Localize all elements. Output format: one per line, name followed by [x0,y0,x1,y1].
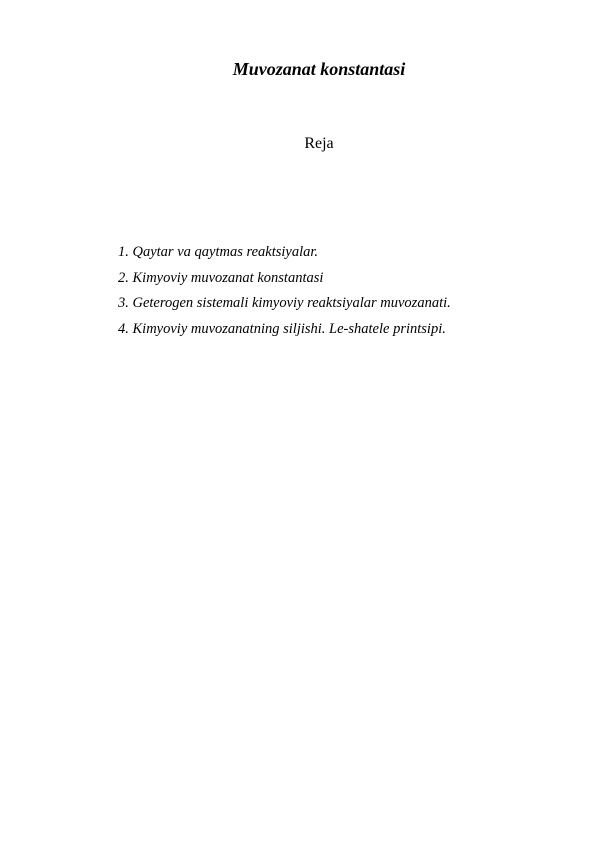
outline-item: 1. Qaytar va qaytmas reaktsiyalar. [118,244,319,260]
outline-item: 2. Kimyoviy muvozanat konstantasi [118,269,324,286]
plan-outline [118,240,451,342]
outline-item: 3. Geterogen sistemali kimyoviy reaktsiyalar muvozanati. [118,295,451,311]
document-title: Muvozanat konstantasi [232,59,406,79]
outline-item: 4. Kimyoviy muvozanatning siljishi. Le-shatele printsipi. [118,320,446,337]
plan-heading: Reja [304,135,334,152]
